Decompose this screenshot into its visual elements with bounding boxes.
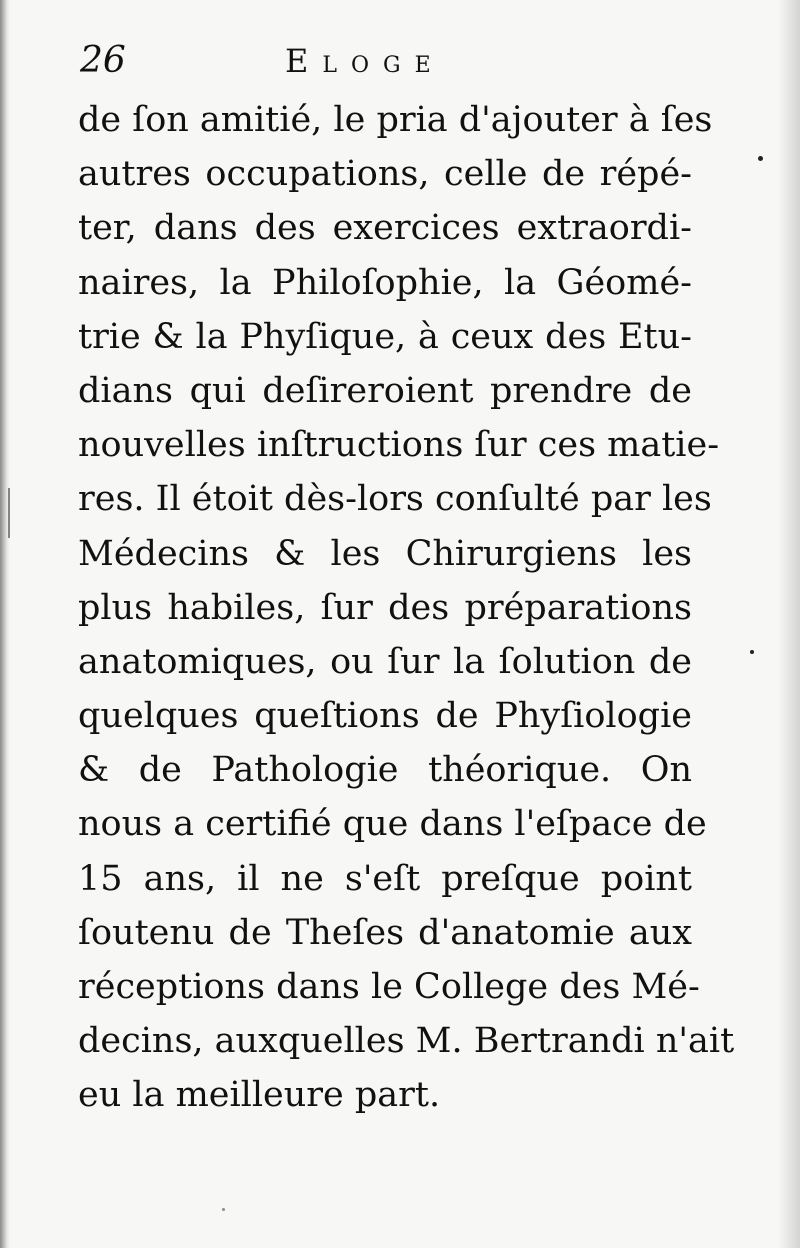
ink-speck (222, 1208, 225, 1211)
page-number: 26 (80, 40, 126, 81)
text-line: ſoutenu de Theſes d'anatomie aux (78, 912, 692, 953)
text-line: dians qui deſireroient prendre de (78, 370, 692, 411)
text-line: decins, auxquelles M. Bertrandi n'ait (78, 1021, 735, 1062)
text-line: anatomiques, ou ſur la ſolution de (78, 641, 692, 682)
text-line: 15 ans, il ne s'eſt preſque point (78, 858, 692, 899)
text-line: autres occupations, celle de répé- (78, 154, 692, 195)
text-line: res. Il étoit dès-lors conſulté par les (78, 479, 712, 520)
page-gutter-shadow (0, 0, 10, 1248)
text-line: Médecins & les Chirurgiens les (78, 533, 692, 574)
text-line: trie & la Phyſique, à ceux des Etu- (78, 316, 692, 357)
running-head (80, 36, 690, 86)
text-line: nouvelles inſtructions ſur ces matie- (78, 425, 720, 466)
text-line: naires, la Philoſophie, la Géomé- (78, 262, 692, 303)
text-line: de ſon amitié, le pria d'ajouter à ſes (78, 100, 713, 140)
text-line: ter, dans des exercices extraordi- (78, 208, 692, 249)
text-line: nous a certifié que dans l'eſpace de (78, 804, 707, 845)
header-title: Eloge (285, 42, 445, 80)
text-line: réceptions dans le College des Mé- (78, 967, 700, 1007)
text-line: plus habiles, ſur des préparations (78, 587, 692, 628)
margin-mark (8, 488, 16, 538)
page-edge-shadow (778, 0, 800, 1248)
text-line: quelques queſtions de Phyſiologie (78, 696, 692, 737)
ink-speck (750, 650, 754, 654)
text-line: & de Pathologie théorique. On (78, 750, 692, 791)
ink-speck (758, 156, 763, 161)
body-text (78, 93, 735, 1123)
text-line: eu la meilleure part. (78, 1075, 441, 1116)
